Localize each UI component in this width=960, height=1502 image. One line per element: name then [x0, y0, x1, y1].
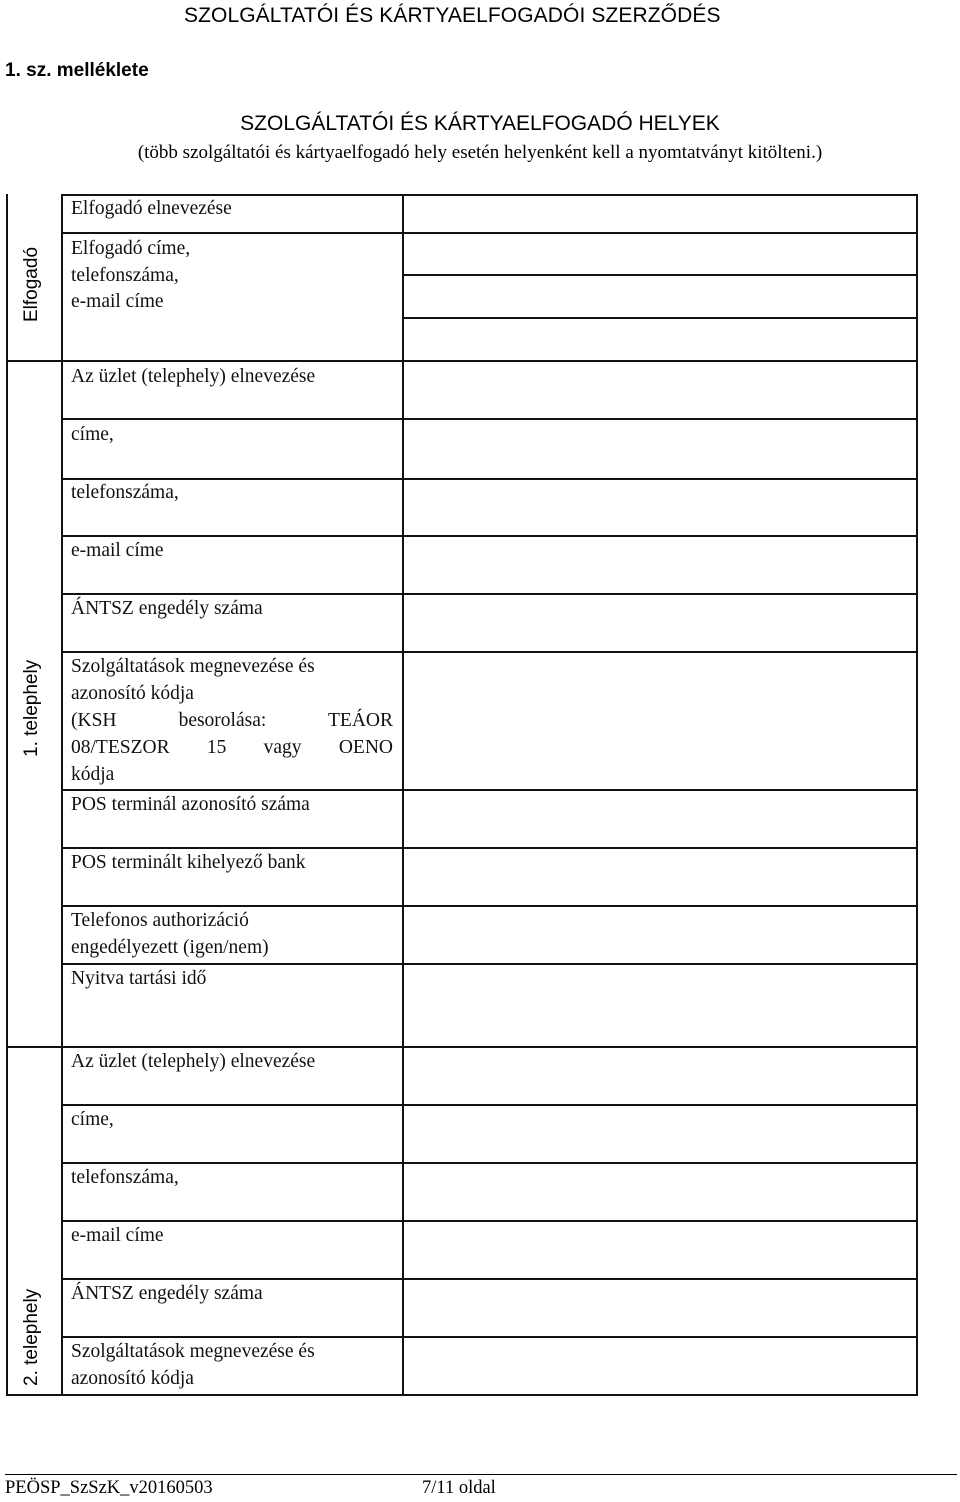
site1-services-line-5: kódja [71, 764, 115, 785]
footer-page-number: 7/11 oldal [422, 1478, 496, 1498]
site1-pos-id-label: POS terminál azonosító száma [71, 794, 310, 815]
site1-services-line-1: Szolgáltatások megnevezése és [71, 656, 315, 677]
site2-services-line-2: azonosító kódja [71, 1368, 194, 1389]
site1-phone-auth-label [71, 907, 269, 961]
footer-doc-code: PEÖSP_SzSzK_v20160503 [5, 1478, 213, 1498]
site1-services-line-3: (KSH besorolása: TEÁOR [71, 710, 393, 731]
acceptor-group-label: Elfogadó [21, 246, 42, 322]
site2-services-label [71, 1338, 315, 1392]
site2-antsz-label: ÁNTSZ engedély száma [71, 1283, 263, 1304]
section-note: (több szolgáltatói és kártyaelfogadó hely esetén helyenként kell a nyomtatványt kitölteni.) [137, 142, 823, 163]
acceptor-name-label: Elfogadó elnevezése [71, 198, 232, 219]
annex-label: 1. sz. melléklete [5, 60, 149, 81]
site1-shop-name-label: Az üzlet (telephely) elnevezése [71, 366, 316, 387]
acceptor-contact-label [71, 236, 190, 316]
site2-services-line-1: Szolgáltatások megnevezése és [71, 1341, 315, 1362]
site1-phone-label: telefonszáma, [71, 482, 179, 503]
site1-email-label: e-mail címe [71, 540, 164, 561]
site1-opening-hours-label: Nyitva tartási idő [71, 968, 207, 989]
footer-divider [5, 1474, 957, 1475]
acceptor-email-line: e-mail címe [71, 291, 164, 312]
contract-title: SZOLGÁLTATÓI ÉS KÁRTYAELFOGADÓI SZERZŐDÉS [184, 4, 721, 27]
site1-services-line-2: azonosító kódja [71, 683, 194, 704]
site1-services-line-4: 08/TESZOR 15 vagy OENO [71, 737, 393, 758]
section-title: SZOLGÁLTATÓI ÉS KÁRTYAELFOGADÓ HELYEK [240, 112, 720, 135]
acceptor-phone-line: telefonszáma, [71, 264, 179, 286]
site1-services-label [71, 653, 393, 788]
site1-group-label: 1. telephely [21, 659, 42, 757]
site2-shop-name-label: Az üzlet (telephely) elnevezése [71, 1051, 316, 1072]
site1-address-label: címe, [71, 424, 114, 445]
site2-email-label: e-mail címe [71, 1225, 164, 1246]
site2-address-label: címe, [71, 1109, 114, 1130]
site2-phone-label: telefonszáma, [71, 1167, 179, 1188]
site1-antsz-label: ÁNTSZ engedély száma [71, 598, 263, 619]
site1-phone-auth-line-1: Telefonos authorizáció [71, 910, 249, 931]
site1-pos-bank-label: POS terminált kihelyező bank [71, 852, 306, 873]
site2-group-label: 2. telephely [21, 1288, 42, 1386]
acceptor-address-line: Elfogadó címe, [71, 238, 191, 259]
site1-phone-auth-line-2: engedélyezett (igen/nem) [71, 937, 269, 958]
